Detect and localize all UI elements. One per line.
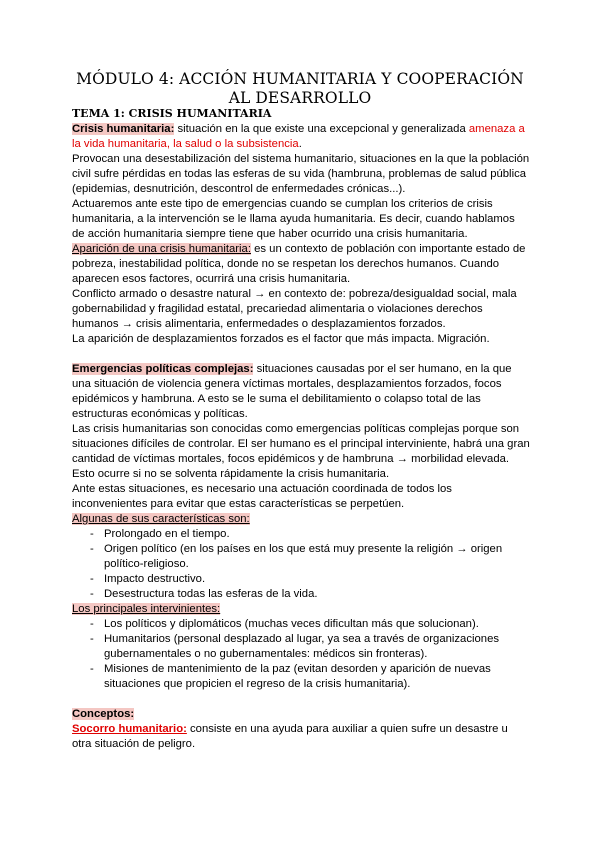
list-item: - Humanitarios (personal desplazado al lugar, ya sea a través de organizaciones gubernamentales o no gubernamentales: médicos sin fronteras). (72, 632, 530, 662)
list-item: - Origen político (en los países en los que está muy presente la religión → origen político-religioso. (72, 542, 530, 572)
list-item: - Misiones de mantenimiento de la paz (evitan desorden y aparición de nuevas situaciones que propicien el regreso de la crisis humanitaria). (72, 662, 530, 692)
document-body (72, 107, 530, 752)
paragraph: La aparición de desplazamientos forzados es el factor que más impacta. Migración. (72, 333, 490, 345)
list-item: - Desestructura todas las esferas de la vida. (72, 587, 530, 602)
paragraph: Las crisis humanitarias son conocidas como emergencias políticas complejas porque son situaciones difíciles de controlar. El ser humano es el principal interviniente, habrá una gran cantidad de víctimas mortales, focos epidémicos y de hambruna → morbilidad elevada. Esto ocurre si no se solventa rápidamente la crisis humanitaria. (72, 423, 530, 480)
paragraph: Ante estas situaciones, es necesario una actuación coordinada de todos los inconvenientes para evitar que estas características se perpetúen. (72, 483, 452, 510)
term-socorro: Socorro humanitario: (72, 723, 187, 735)
list-item: - Los políticos y diplomáticos (muchas veces dificultan más que solucionan). (72, 617, 530, 632)
definition-emergencias: Emergencias políticas complejas: situaciones causadas por el ser humano, en la que una situación de violencia genera víctimas mortales, desplazamientos forzados, focos epidémicos y hambruna. A esto se le suma el debilitamiento o colapso total de las estructuras económicas y políticas. (72, 363, 512, 420)
section-heading-tema1: TEMA 1: CRISIS HUMANITARIA (72, 107, 272, 120)
definition-crisis-humanitaria: Crisis humanitaria: situación en la que existe una excepcional y generalizada amenaza a la vida humanitaria, la salud o la subsistencia. (72, 123, 525, 150)
term-crisis-humanitaria: Crisis humanitaria: (72, 123, 175, 135)
term-aparicion: Aparición de una crisis humanitaria: (72, 243, 251, 255)
caracteristicas-list (72, 527, 530, 602)
page-title: MÓDULO 4: ACCIÓN HUMANITARIA Y COOPERACIÓN AL DESARROLLO (76, 70, 524, 107)
term-emergencias: Emergencias políticas complejas: (72, 363, 254, 375)
highlight-text-red: amenaza a la vida humanitaria, la salud o la subsistencia (72, 123, 525, 150)
intervinientes-heading: Los principales intervinientes: (72, 603, 221, 615)
list-item: - Prolongado en el tiempo. (72, 527, 530, 542)
definition-aparicion: Aparición de una crisis humanitaria: es un contexto de población con importante estado de pobreza, inestabilidad política, donde no se respetan los derechos humanos. Cuando aparecen esos factores, ocurrirá una crisis humanitaria. (72, 243, 526, 285)
list-item: - Impacto destructivo. (72, 572, 530, 587)
definition-socorro: Socorro humanitario: consiste en una ayuda para auxiliar a quien sufre un desastre u otra situación de peligro. (72, 723, 508, 750)
paragraph: Actuaremos ante este tipo de emergencias cuando se cumplan los criterios de crisis humanitaria, a la intervención se le llama ayuda humanitaria. Es decir, cuando hablamos de acción humanitaria siempre tiene que haber ocurrido una crisis humanitaria. (72, 198, 515, 240)
paragraph: Provocan una desestabilización del sistema humanitario, situaciones en la que la población civil sufre pérdidas en todas las esferas de su vida (hambruna, problemas de salud pública (epidemias, desnutrición, descontrol de enfermedades crónicas...). (72, 153, 530, 195)
caracteristicas-heading: Algunas de sus características son: (72, 513, 250, 525)
conceptos-heading: Conceptos: (72, 708, 135, 720)
intervinientes-list (72, 617, 530, 692)
paragraph: Conflicto armado o desastre natural → en contexto de: pobreza/desigualdad social, mala gobernabilidad y fragilidad estatal, precariedad alimentaria o violaciones derechos humanos → crisis alimentaria, enfermedades o desplazamientos forzados. (72, 288, 517, 330)
